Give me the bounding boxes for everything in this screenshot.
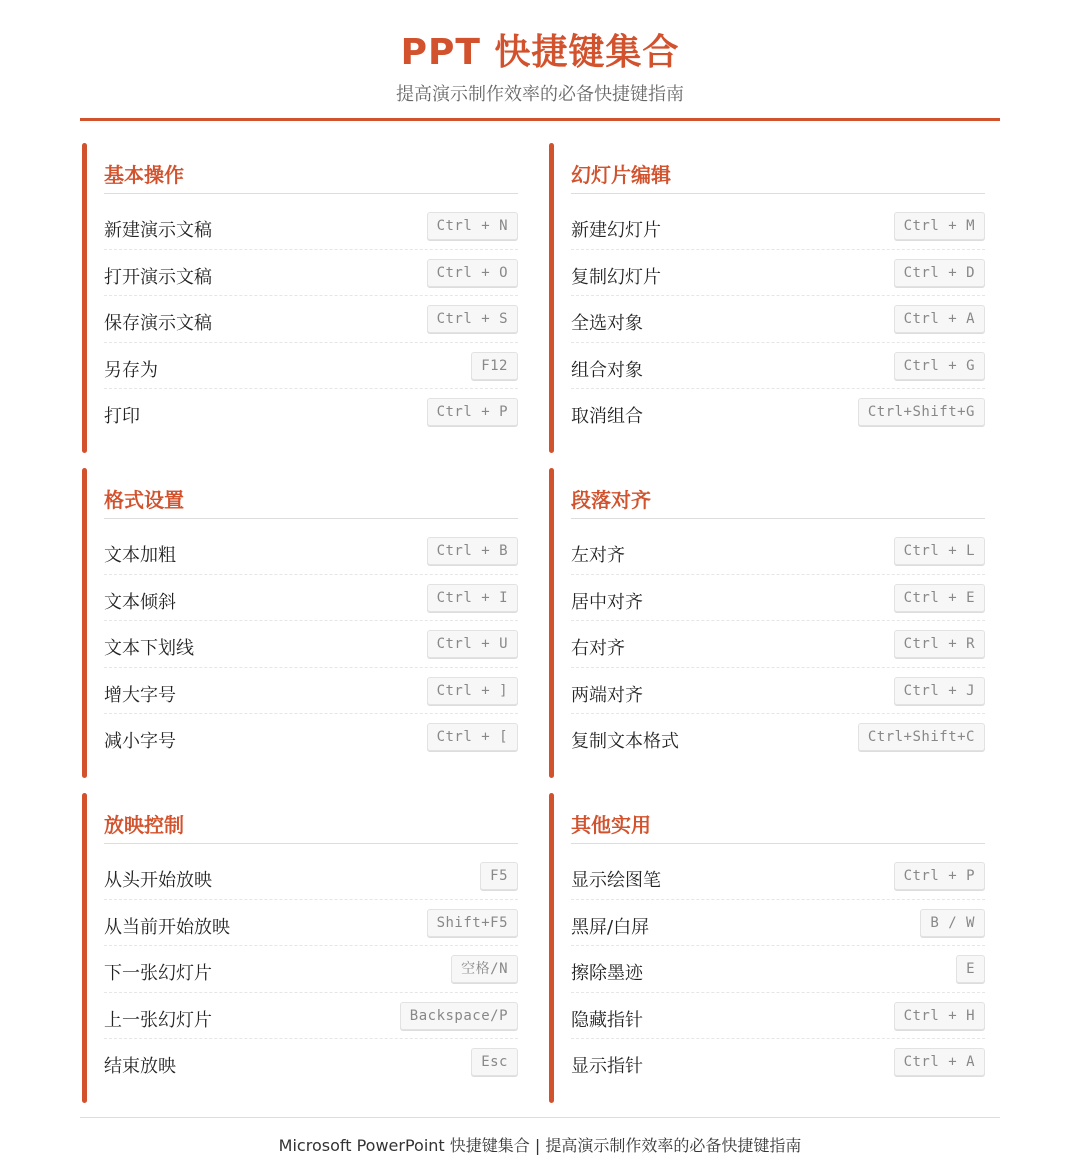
shortcut-action-label: 减小字号	[104, 731, 176, 753]
shortcut-section	[82, 793, 518, 1103]
shortcut-row	[104, 853, 518, 900]
section-divider	[104, 193, 518, 194]
section-title: 段落对齐	[571, 488, 651, 512]
shortcut-action-label: 显示指针	[571, 1056, 643, 1078]
shortcut-section	[549, 793, 985, 1103]
shortcut-action-label: 上一张幻灯片	[104, 1009, 212, 1031]
shortcut-action-label: 增大字号	[104, 684, 176, 706]
shortcut-row	[104, 343, 518, 390]
shortcut-key-badge: F12	[471, 352, 518, 380]
shortcut-section	[82, 468, 518, 778]
shortcut-action-label: 从当前开始放映	[104, 916, 230, 938]
shortcut-section	[549, 143, 985, 453]
shortcut-key-badge: Ctrl + B	[427, 537, 518, 565]
section-title: 基本操作	[104, 163, 184, 187]
shortcut-key-badge: 空格/N	[451, 955, 518, 983]
section-title: 其他实用	[571, 813, 651, 837]
shortcut-row	[571, 203, 985, 250]
shortcut-key-badge: Backspace/P	[400, 1002, 518, 1030]
shortcut-action-label: 全选对象	[571, 313, 643, 335]
shortcut-action-label: 文本下划线	[104, 638, 194, 660]
shortcut-section	[82, 143, 518, 453]
page-title: PPT 快捷键集合	[400, 32, 680, 73]
shortcut-key-badge: Ctrl+Shift+G	[858, 398, 985, 426]
shortcut-row	[571, 668, 985, 715]
shortcut-key-badge: Ctrl + N	[427, 212, 518, 240]
shortcut-row	[104, 203, 518, 250]
shortcut-key-badge: E	[956, 955, 985, 983]
shortcut-action-label: 从头开始放映	[104, 870, 212, 891]
shortcut-action-label: 打开演示文稿	[104, 266, 212, 288]
shortcut-action-label: 复制幻灯片	[571, 266, 661, 288]
section-accent-bar	[549, 793, 554, 1103]
shortcut-key-badge: Ctrl + P	[427, 398, 518, 426]
shortcut-list	[571, 528, 985, 760]
shortcut-action-label: 左对齐	[571, 545, 625, 566]
section-divider	[571, 518, 985, 519]
shortcut-row	[571, 1039, 985, 1085]
page-footer: Microsoft PowerPoint 快捷键集合 | 提高演示制作效率的必备快捷键指南	[278, 1136, 802, 1155]
shortcut-row	[571, 946, 985, 993]
shortcut-action-label: 下一张幻灯片	[104, 963, 212, 985]
shortcut-action-label: 右对齐	[571, 638, 625, 660]
section-accent-bar	[82, 143, 87, 453]
shortcut-row	[104, 1039, 518, 1085]
shortcut-action-label: 隐藏指针	[571, 1009, 643, 1031]
shortcut-row	[104, 621, 518, 668]
shortcut-row	[571, 389, 985, 435]
shortcut-section	[549, 468, 985, 778]
shortcut-key-badge: F5	[480, 862, 518, 890]
shortcut-key-badge: Ctrl + I	[427, 584, 518, 612]
section-divider	[104, 843, 518, 844]
shortcut-key-badge: Ctrl + R	[894, 630, 985, 658]
shortcut-list	[571, 203, 985, 435]
shortcut-key-badge: Ctrl + P	[894, 862, 985, 890]
shortcut-action-label: 组合对象	[571, 359, 643, 381]
shortcut-action-label: 取消组合	[571, 406, 643, 428]
shortcut-action-label: 保存演示文稿	[104, 313, 212, 335]
shortcut-action-label: 黑屏/白屏	[571, 916, 650, 938]
shortcut-key-badge: Shift+F5	[427, 909, 518, 937]
shortcut-key-badge: Ctrl + H	[894, 1002, 985, 1030]
shortcut-key-badge: Ctrl + L	[894, 537, 985, 565]
shortcut-key-badge: Esc	[471, 1048, 518, 1076]
shortcut-key-badge: Ctrl + A	[894, 305, 985, 333]
shortcut-row	[104, 528, 518, 575]
shortcut-key-badge: Ctrl + ]	[427, 677, 518, 705]
shortcut-row	[571, 621, 985, 668]
shortcut-key-badge: Ctrl + A	[894, 1048, 985, 1076]
shortcut-row	[104, 900, 518, 947]
section-accent-bar	[549, 468, 554, 778]
shortcut-row	[571, 575, 985, 622]
section-accent-bar	[549, 143, 554, 453]
section-divider	[571, 843, 985, 844]
footer-divider	[80, 1117, 1000, 1118]
section-accent-bar	[82, 793, 87, 1103]
section-divider	[571, 193, 985, 194]
shortcut-key-badge: B / W	[920, 909, 985, 937]
shortcut-action-label: 两端对齐	[571, 684, 643, 706]
section-accent-bar	[82, 468, 87, 778]
section-title: 格式设置	[104, 488, 184, 512]
shortcut-key-badge: Ctrl + M	[894, 212, 985, 240]
shortcut-action-label: 显示绘图笔	[571, 870, 661, 891]
shortcut-key-badge: Ctrl + G	[894, 352, 985, 380]
shortcut-row	[571, 993, 985, 1040]
shortcut-action-label: 新建幻灯片	[571, 220, 661, 241]
shortcut-action-label: 另存为	[104, 359, 158, 381]
shortcut-action-label: 结束放映	[104, 1056, 176, 1078]
shortcut-list	[104, 203, 518, 435]
shortcut-key-badge: Ctrl + E	[894, 584, 985, 612]
shortcut-key-badge: Ctrl + U	[427, 630, 518, 658]
shortcut-row	[104, 250, 518, 297]
section-divider	[104, 518, 518, 519]
shortcut-list	[104, 853, 518, 1085]
shortcut-key-badge: Ctrl + D	[894, 259, 985, 287]
shortcut-key-badge: Ctrl + S	[427, 305, 518, 333]
shortcut-action-label: 打印	[104, 406, 140, 428]
shortcut-row	[104, 296, 518, 343]
shortcut-row	[571, 714, 985, 760]
shortcut-row	[104, 668, 518, 715]
shortcut-list	[104, 528, 518, 760]
shortcut-action-label: 居中对齐	[571, 591, 643, 613]
page-subtitle: 提高演示制作效率的必备快捷键指南	[396, 84, 684, 105]
shortcut-row	[571, 528, 985, 575]
section-title: 放映控制	[104, 813, 184, 837]
shortcut-row	[104, 714, 518, 760]
shortcut-key-badge: Ctrl + J	[894, 677, 985, 705]
shortcut-list	[571, 853, 985, 1085]
shortcut-action-label: 擦除墨迹	[571, 963, 643, 985]
shortcut-action-label: 复制文本格式	[571, 731, 679, 753]
shortcut-key-badge: Ctrl + [	[427, 723, 518, 751]
section-title: 幻灯片编辑	[571, 163, 671, 187]
shortcut-row	[571, 853, 985, 900]
shortcut-row	[104, 993, 518, 1040]
shortcut-action-label: 文本倾斜	[104, 591, 176, 613]
shortcut-row	[104, 389, 518, 435]
shortcut-key-badge: Ctrl + O	[427, 259, 518, 287]
shortcut-key-badge: Ctrl+Shift+C	[858, 723, 985, 751]
shortcut-action-label: 文本加粗	[104, 545, 176, 566]
shortcut-row	[571, 250, 985, 297]
shortcut-row	[104, 575, 518, 622]
shortcut-row	[571, 343, 985, 390]
shortcut-row	[104, 946, 518, 993]
shortcut-action-label: 新建演示文稿	[104, 220, 212, 241]
shortcut-row	[571, 296, 985, 343]
header-divider	[80, 118, 1000, 121]
shortcut-row	[571, 900, 985, 947]
